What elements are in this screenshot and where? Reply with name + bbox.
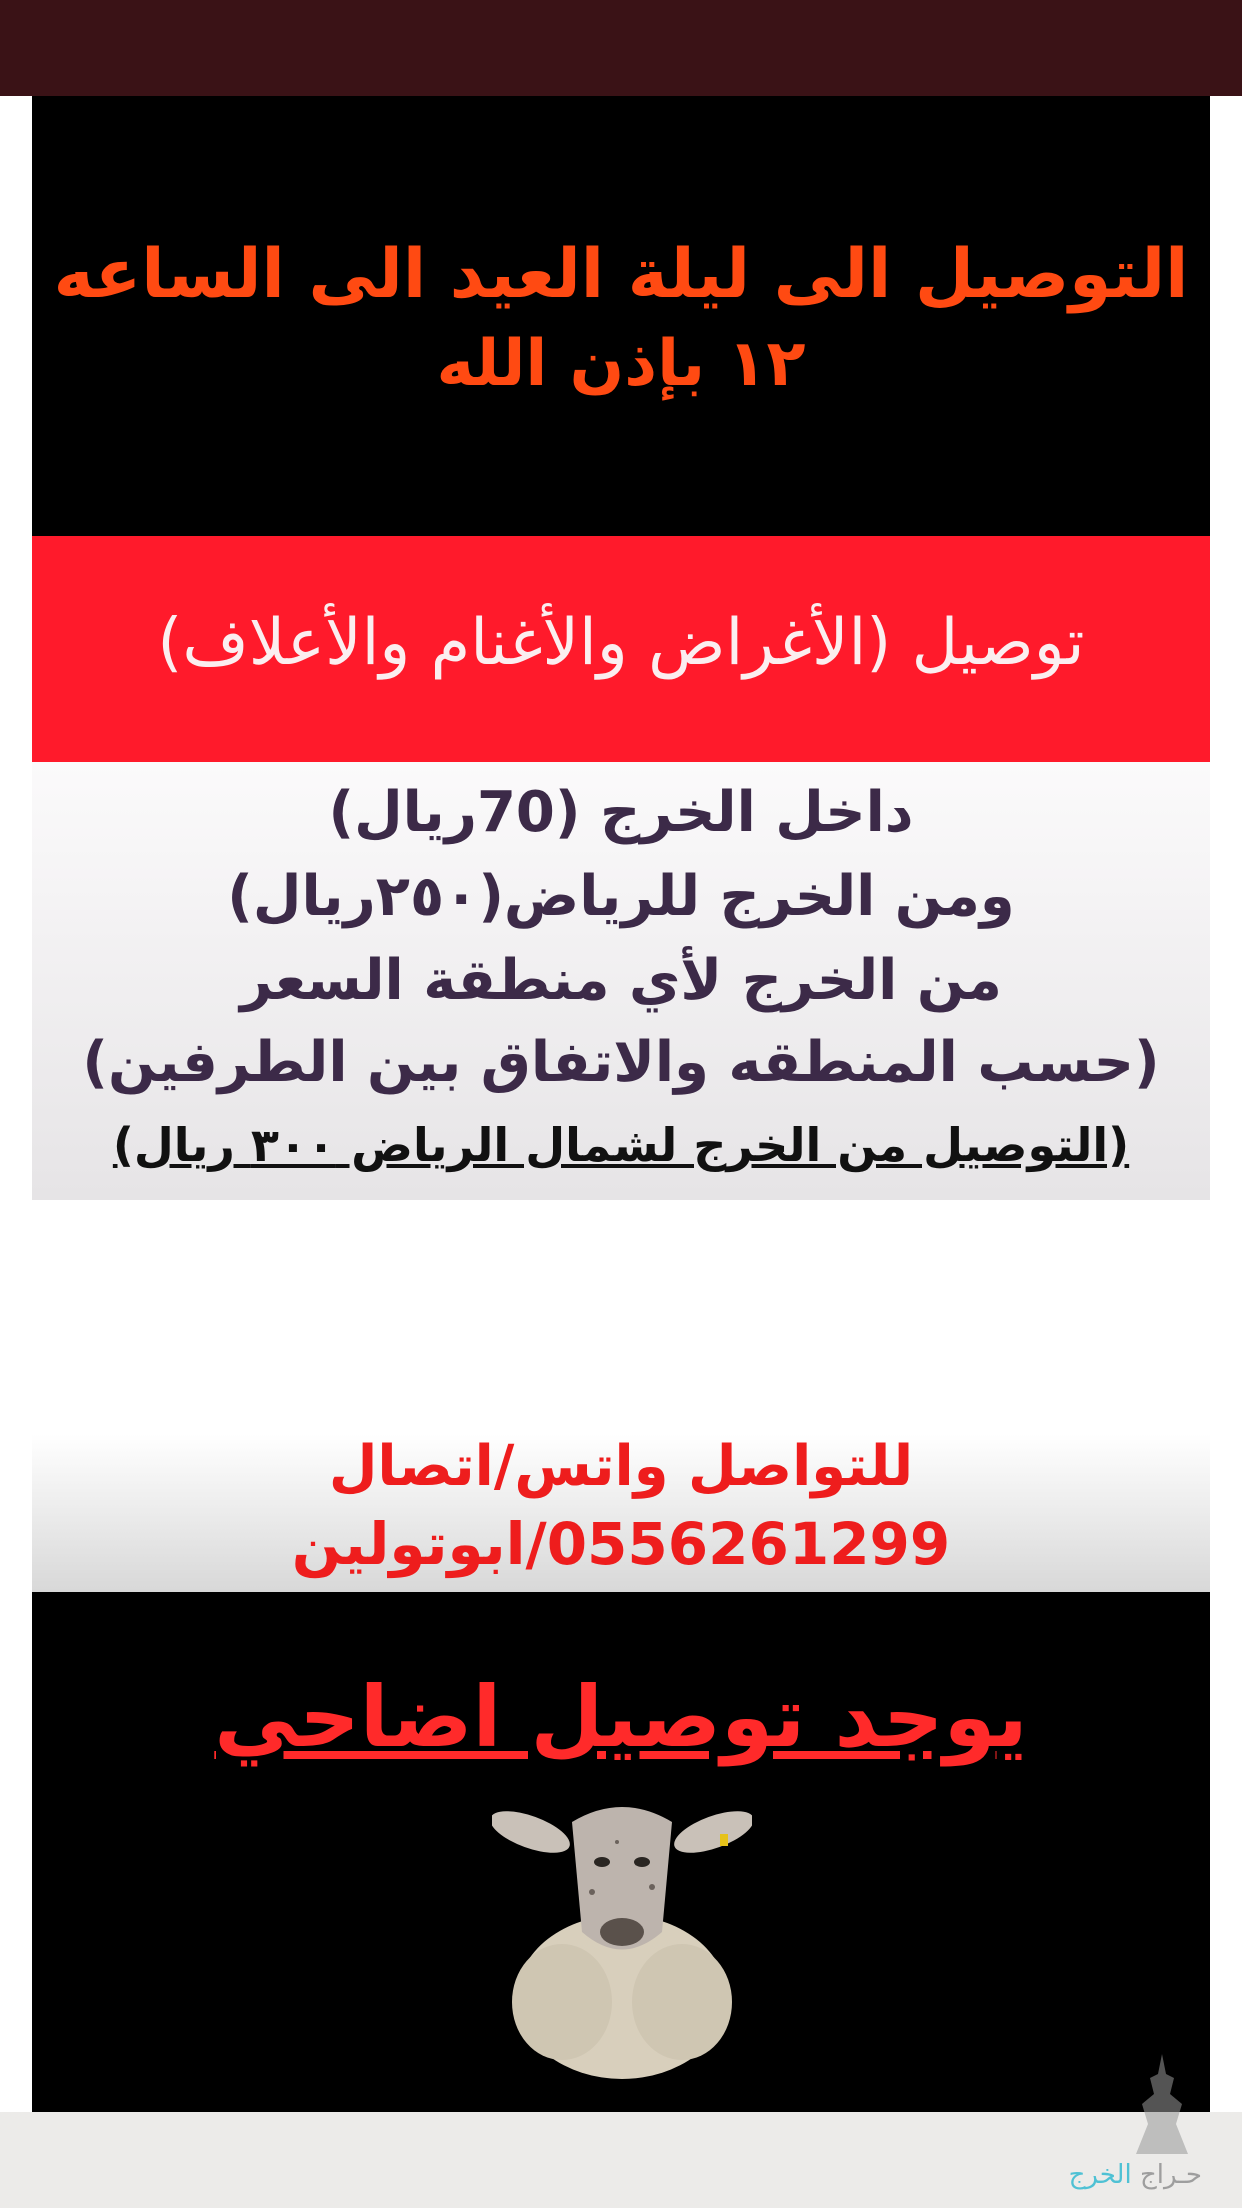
- status-bar: [0, 0, 1242, 96]
- tower-logo-icon: [1130, 2054, 1194, 2164]
- sacrifice-text: يوجد توصيل اضاحي: [214, 1668, 1028, 1766]
- price-list: [32, 762, 1210, 1200]
- sacrifice-panel: [32, 1592, 1210, 2112]
- brand-logo[interactable]: [1069, 2160, 1202, 2190]
- brand-part-1: حـراج: [1139, 2160, 1202, 2190]
- flyer-top-header: [32, 96, 1210, 536]
- footer: [0, 2112, 1242, 2208]
- contact-phone: 0556261299/ابوتولين: [291, 1510, 951, 1578]
- headline-line-1: التوصيل الى ليلة العيد الى الساعه: [53, 235, 1189, 314]
- contact-box: [32, 1434, 1210, 1592]
- sheep-image: [492, 1792, 752, 2082]
- service-band-text: توصيل (الأغراض والأغنام والأعلاف): [157, 606, 1085, 680]
- price-line: ومن الخرج للرياض(٢٥٠ريال): [227, 864, 1015, 929]
- brand-part-2: الخرج: [1068, 2160, 1132, 2190]
- price-line: (التوصيل من الخرج لشمال الرياض ٣٠٠ ريال): [112, 1118, 1130, 1172]
- contact-line: للتواصل واتس/اتصال: [328, 1434, 914, 1499]
- price-line: داخل الخرج (70ريال): [328, 780, 914, 845]
- price-line: من الخرج لأي منطقة السعر: [240, 948, 1002, 1013]
- headline-line-2: ١٢ بإذن الله: [436, 327, 806, 401]
- service-band: [32, 536, 1210, 762]
- price-line: (حسب المنطقه والاتفاق بين الطرفين): [82, 1030, 1160, 1095]
